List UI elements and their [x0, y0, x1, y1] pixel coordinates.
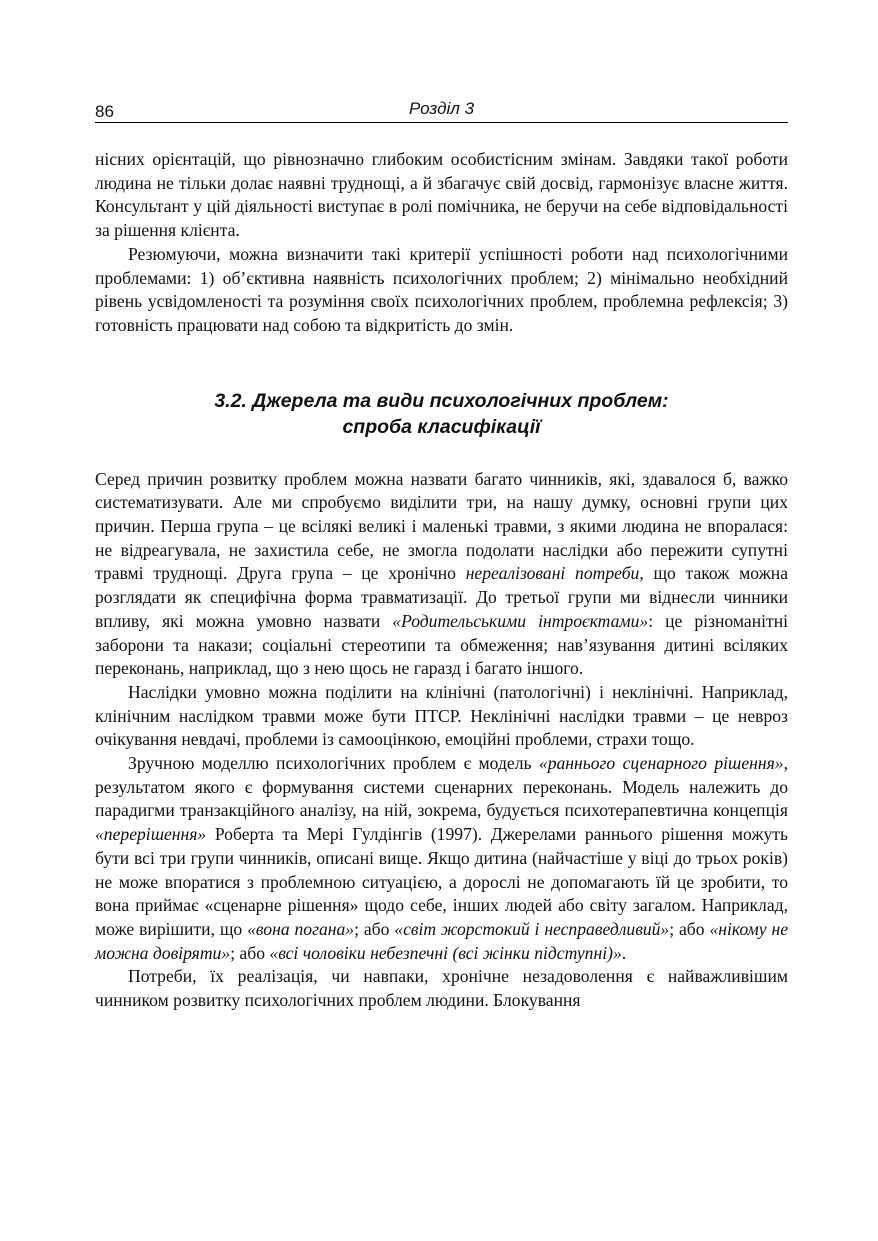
- text-run: , що також можна розглядати як специфічна форма травматизації. До третьої групи ми віднесли чинники впливу, які можна умовно назвати: [95, 563, 789, 631]
- text-run: Зручною моделлю психологічних проблем є модель: [128, 753, 539, 774]
- text-run: .: [621, 942, 627, 963]
- emphasis-redecision: «перерішення»: [95, 824, 207, 845]
- emphasis-quote-world-cruel: «світ жорстокий і несправедливий»: [394, 918, 670, 939]
- text-run: ; або: [354, 918, 395, 939]
- paragraph-script-decision-model: [95, 752, 788, 965]
- section-heading-line-2: спроба класифікації: [342, 415, 541, 438]
- text-run: , результатом якого є формування системи сценарних переконань. Модель належить до парадигми транзакційного аналізу, на ній, зокрема, будується психотерапевтична концепція: [95, 753, 788, 821]
- book-page: [95, 100, 788, 1013]
- text-run: ; або: [230, 942, 270, 963]
- emphasis-unmet-needs: нереалізовані потреби: [465, 563, 640, 584]
- emphasis-early-script-decision: «раннього сценарного рішення»: [538, 753, 784, 774]
- paragraph-causes: [95, 468, 788, 681]
- text-run: Серед причин розвитку проблем можна назвати багато чинників, які, здавалося б, важко систематизувати. Але ми спробуємо виділити три, на нашу думку, основні групи цих причин. Перша група – це всілякі великі і маленькі травми, з якими людина не впоралася: не відреагувала, не захистила себе, не змогла подолати наслідки або пережити супутні травмі труднощі. Друга група – це хронічно: [95, 468, 788, 584]
- paragraph-consequences: Наслідки умовно можна поділити на клінічні (патологічні) і неклінічні. Наприклад, клінічним наслідком травми може бути ПТСР. Неклінічні наслідки травми – це невроз очікування невдачі, проблеми із самооцінкою, емоційні проблеми, страхи тощо.: [95, 681, 788, 750]
- running-header: [95, 100, 788, 123]
- page-number: 86: [95, 102, 114, 121]
- paragraph-continuation: нісних орієнтацій, що рівнозначно глибоким особистісним змінам. Завдяки такої роботи людина не тільки долає наявні труднощі, а й збагачує свій досвід, гармонізує власне життя. Консультант у цій діяльності виступає в ролі помічника, не беручи на себе відповідальності за рішення клієнта.: [95, 149, 788, 241]
- text-run: : це різноманітні заборони та накази; соціальні стереотипи та обмеження; нав’язування дитині всіляких переконань, наприклад, що з нею щось не гаразд і багато іншого.: [95, 610, 788, 679]
- section-heading: [95, 388, 788, 440]
- emphasis-parental-introjects: «Родительськими інтроєктами»: [392, 610, 649, 631]
- emphasis-quote-men-dangerous: «всі чоловіки небезпечні (всі жінки підступні)»: [269, 942, 622, 963]
- text-run: Роберта та Мері Гулдінгів (1997). Джерелами раннього рішення можуть бути всі три групи чинників, описані вище. Якщо дитина (найчастіше у віці до трьох років) не може впоратися з проблемною ситуацією, а дорослі не допомагають їй це зробити, то вона приймає «сценарне рішення» щодо себе, інших людей або світу загалом. Наприклад, може вирішити, що: [95, 824, 788, 939]
- section-text: [95, 468, 788, 1013]
- text-run: ; або: [669, 918, 710, 939]
- emphasis-quote-bad: «вона погана»: [247, 918, 355, 939]
- paragraph-needs: Потреби, їх реалізація, чи навпаки, хронічне незадоволення є найважливішим чинником розвитку психологічних проблем людини. Блокування: [95, 966, 788, 1011]
- intro-text: [95, 148, 788, 338]
- paragraph-summary-criteria: Резюмуючи, можна визначити такі критерії успішності роботи над психологічними проблемами: 1) об’єктивна наявність психологічних проблем; 2) мінімально необхідний рівень усвідомленості та розуміння своїх психологічних проблем, проблемна рефлексія; 3) готовність працювати над собою та відкритість до змін.: [95, 243, 788, 335]
- emphasis-quote-trust-nobody: «нікому не можна довіряти»: [95, 918, 789, 963]
- section-heading-line-1: 3.2. Джерела та види психологічних проблем:: [214, 389, 669, 412]
- chapter-title: Розділ 3: [408, 99, 475, 118]
